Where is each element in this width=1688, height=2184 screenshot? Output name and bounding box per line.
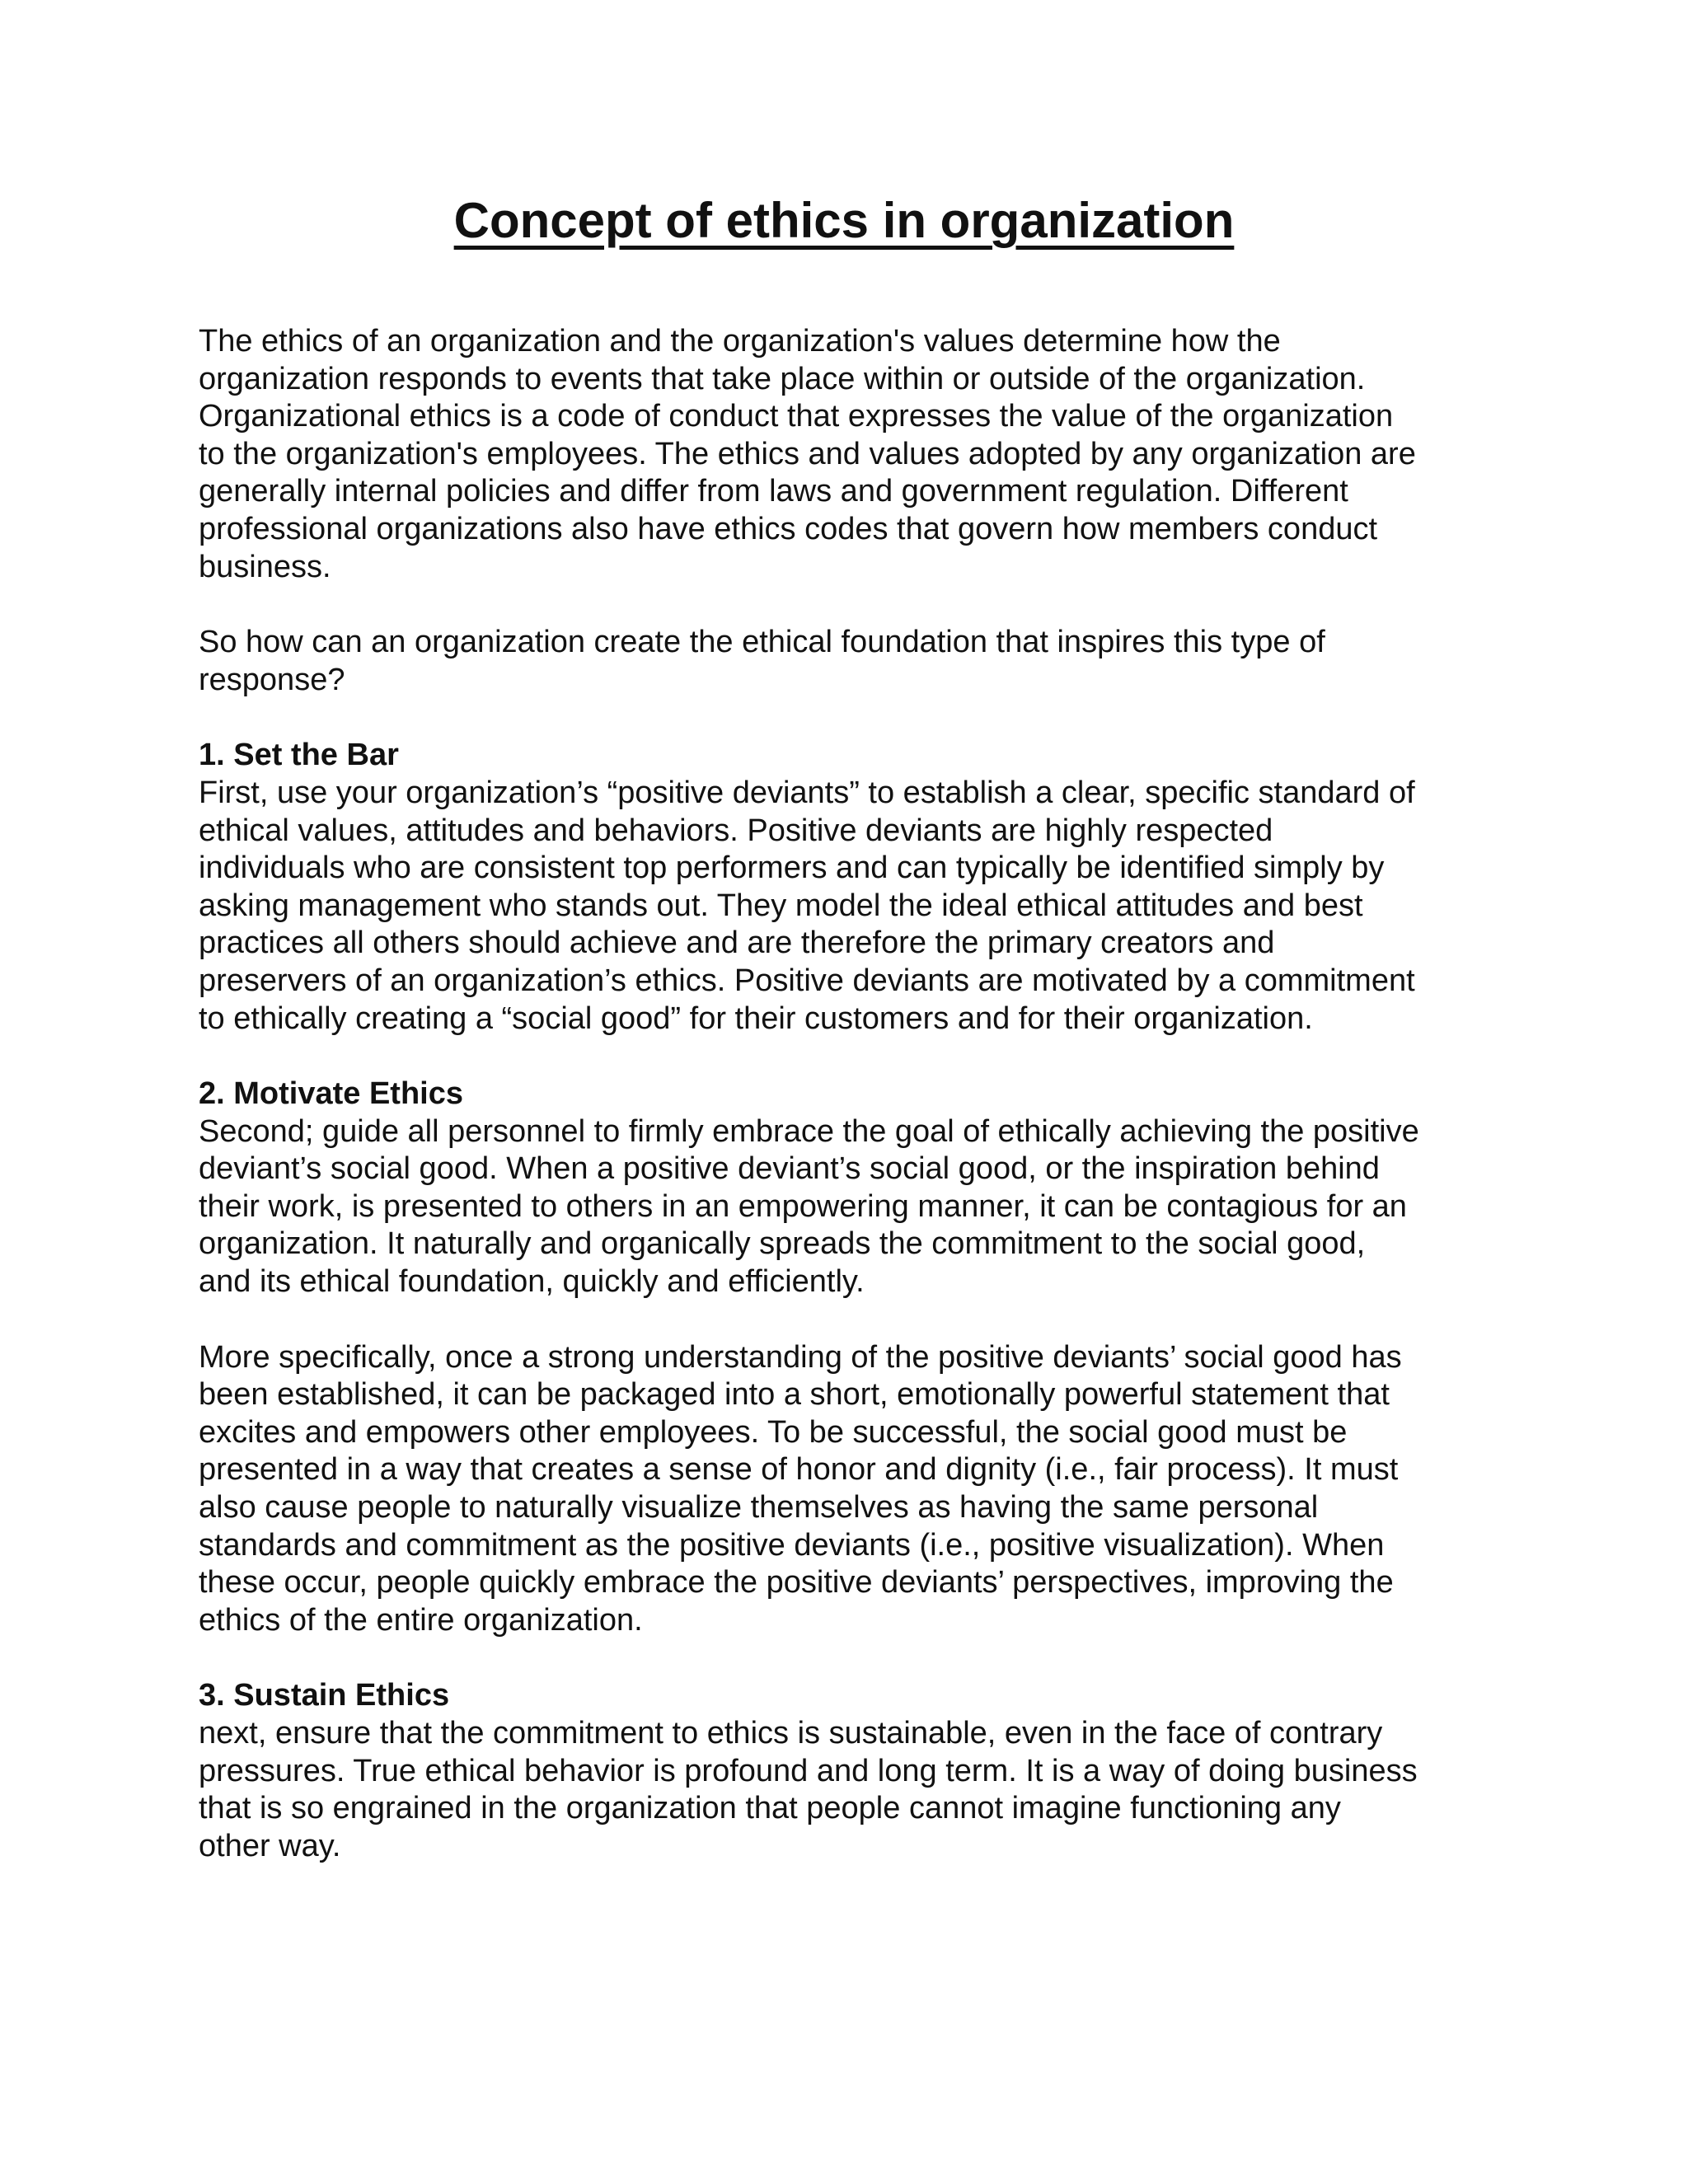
section-motivate-ethics — [199, 1076, 1517, 1639]
question-line: So how can an organization create the ethical foundation that inspires this type of — [199, 625, 1325, 660]
document-title — [0, 188, 1688, 254]
section-paragraph — [199, 1339, 1517, 1640]
section-line: excites and empowers other employees. To be successful, the social good must be — [199, 1414, 1348, 1450]
section-line: asking management who stands out. They model the ideal ethical attitudes and best — [199, 888, 1363, 923]
section-paragraph — [199, 1715, 1517, 1865]
section-line: Second; guide all personnel to firmly embrace the goal of ethically achieving the positive — [199, 1113, 1419, 1149]
section-paragraph — [199, 775, 1517, 1038]
section-line: First, use your organization’s “positive deviants” to establish a clear, specific standard of — [199, 775, 1415, 810]
intro-line: Organizational ethics is a code of conduct that expresses the value of the organization — [199, 399, 1394, 434]
section-heading: 1. Set the Bar — [199, 738, 399, 773]
section-heading: 3. Sustain Ethics — [199, 1678, 450, 1713]
intro-paragraph — [199, 323, 1517, 586]
section-line: practices all others should achieve and are therefore the primary creators and — [199, 926, 1275, 961]
section-line: organization. It naturally and organically spreads the commitment to the social good, — [199, 1226, 1366, 1262]
document-body — [199, 323, 1517, 1903]
section-line: next, ensure that the commitment to ethics is sustainable, even in the face of contrary — [199, 1716, 1383, 1750]
section-line: that is so engrained in the organization that people cannot imagine functioning any — [199, 1791, 1341, 1826]
section-heading: 2. Motivate Ethics — [199, 1076, 463, 1112]
intro-line: to the organization's employees. The ethics and values adopted by any organization are — [199, 436, 1416, 471]
section-line: deviant’s social good. When a positive deviant’s social good, or the inspiration behind — [199, 1151, 1380, 1187]
intro-line: professional organizations also have ethics codes that govern how members conduct — [199, 511, 1378, 546]
section-set-the-bar — [199, 737, 1517, 1038]
section-line: also cause people to naturally visualize themselves as having the same personal — [199, 1490, 1319, 1526]
question-line: response? — [199, 662, 345, 697]
section-line: ethical values, attitudes and behaviors. Positive deviants are highly respected — [199, 813, 1273, 848]
section-line: been established, it can be packaged into a short, emotionally powerful statement that — [199, 1377, 1390, 1413]
document-title-text: Concept of ethics in organization — [453, 193, 1235, 248]
section-line: standards and commitment as the positive deviants (i.e., positive visualization). When — [199, 1527, 1385, 1563]
section-line: ethics of the entire organization. — [199, 1602, 643, 1638]
section-line: and its ethical foundation, quickly and efficiently. — [199, 1264, 865, 1300]
section-line: individuals who are consistent top performers and can typically be identified simply by — [199, 851, 1385, 886]
section-line: other way. — [199, 1828, 341, 1863]
section-line: to ethically creating a “social good” for their customers and for their organization. — [199, 1001, 1313, 1036]
section-line: More specifically, once a strong understanding of the positive deviants’ social good has — [199, 1339, 1402, 1375]
question-paragraph — [199, 624, 1517, 699]
intro-line: The ethics of an organization and the organization's values determine how the — [199, 324, 1281, 359]
section-line: these occur, people quickly embrace the positive deviants’ perspectives, improving the — [199, 1565, 1394, 1601]
section-line: their work, is presented to others in an empowering manner, it can be contagious for an — [199, 1188, 1407, 1224]
intro-line: generally internal policies and differ from laws and government regulation. Different — [199, 474, 1348, 509]
section-sustain-ethics — [199, 1677, 1517, 1865]
section-paragraph — [199, 1113, 1517, 1301]
intro-line: organization responds to events that take place within or outside of the organization. — [199, 361, 1366, 396]
intro-line: business. — [199, 549, 331, 584]
section-line: pressures. True ethical behavior is profound and long term. It is a way of doing business — [199, 1753, 1418, 1788]
section-line: presented in a way that creates a sense of honor and dignity (i.e., fair process). It must — [199, 1452, 1399, 1488]
section-line: preservers of an organization’s ethics. Positive deviants are motivated by a commitment — [199, 963, 1415, 998]
